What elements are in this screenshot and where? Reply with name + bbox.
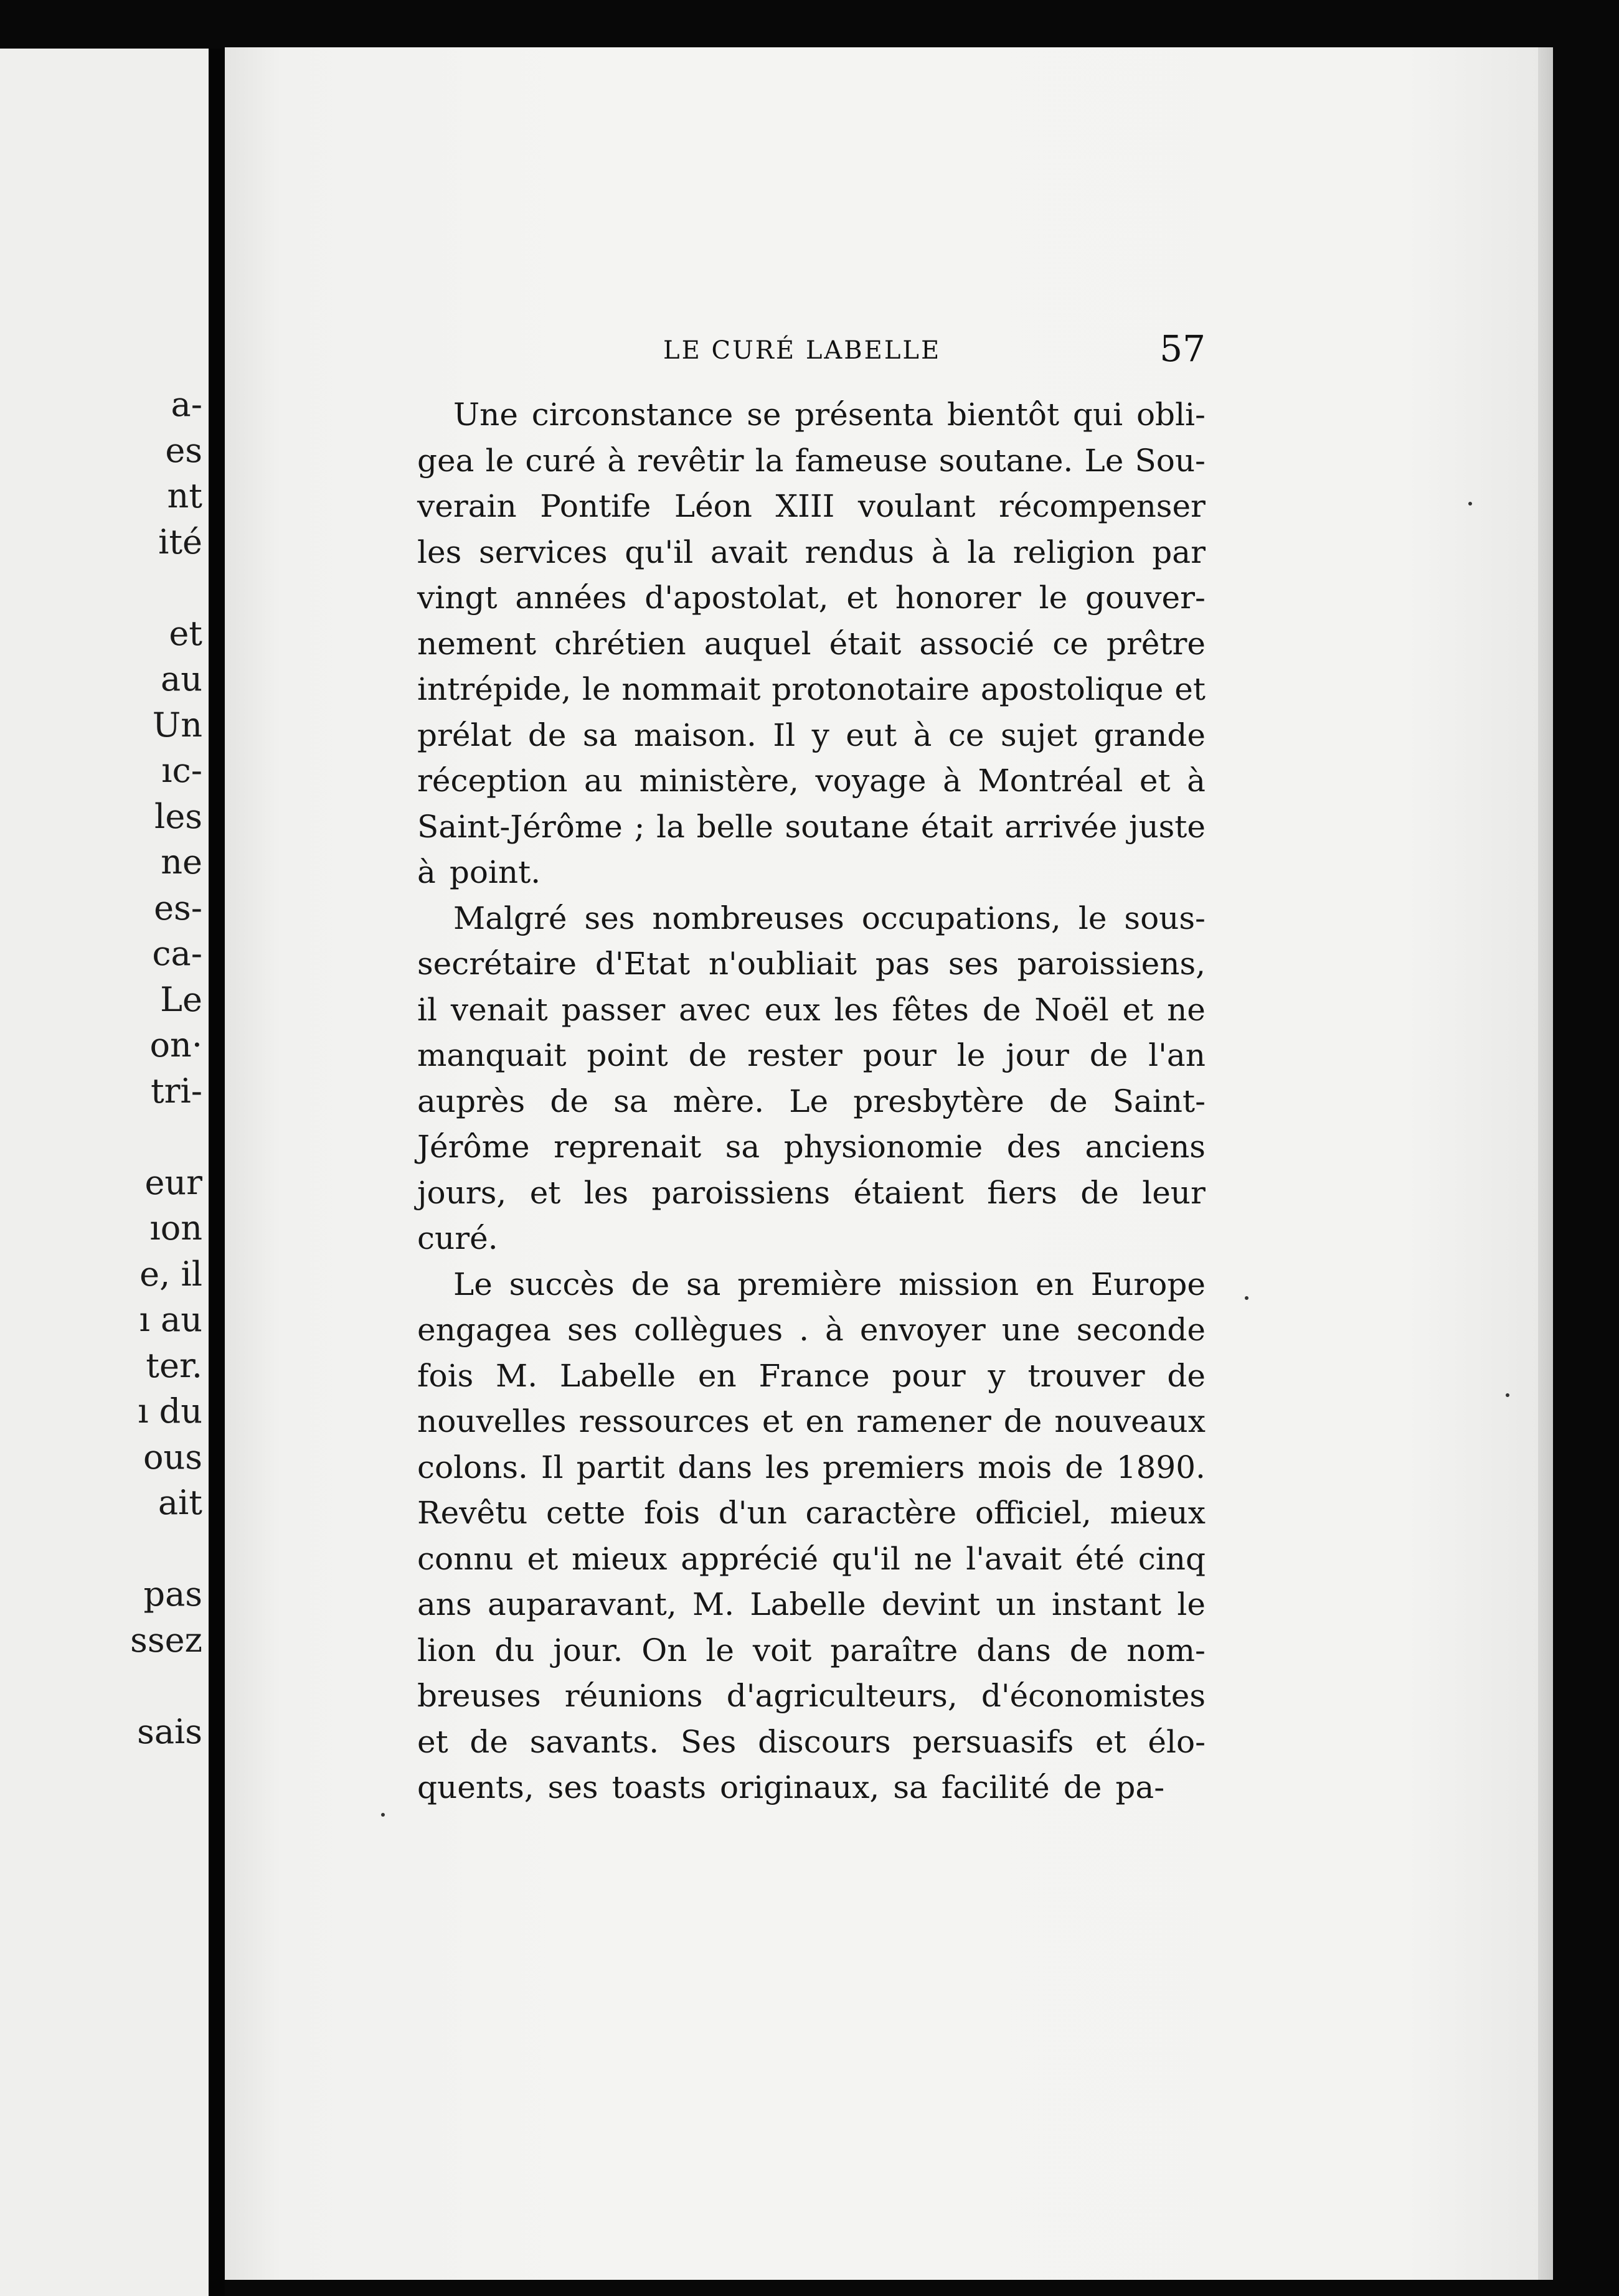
text-line: intrépide, le nommait protonotaire apostolique et: [417, 671, 1206, 707]
text-line: secrétaire d'Etat n'oubliait pas ses paroissiens,: [417, 946, 1206, 982]
page-number: 57: [1159, 327, 1206, 370]
text-line: prélat de sa maison. Il y eut à ce sujet grande: [417, 717, 1206, 753]
left-page-fragment: [0, 49, 209, 2296]
text-line: nouvelles ressources et en ramener de nouveaux: [417, 1403, 1206, 1439]
text-line: Saint-Jérôme ; la belle soutane était arrivée juste: [417, 808, 1206, 845]
left-page-text-fragment: pas: [143, 1574, 202, 1614]
text-line: manquait point de rester pour le jour de l'an: [417, 1037, 1206, 1073]
left-page-text-fragment: eur: [144, 1162, 202, 1202]
left-page-text-fragment: ait: [158, 1483, 202, 1522]
text-line: engagea ses collègues . à envoyer une seconde: [417, 1312, 1206, 1348]
left-page-text-fragment: ter.: [146, 1345, 202, 1385]
text-line: et de savants. Ses discours persuasifs et élo-: [417, 1723, 1206, 1760]
dust-speck: [1468, 502, 1472, 506]
left-page-text-fragment: ıon: [149, 1208, 202, 1248]
text-line: connu et mieux apprécié qu'il ne l'avait été cinq: [417, 1540, 1206, 1577]
running-title: LE CURÉ LABELLE: [663, 336, 942, 365]
body-text: [417, 392, 1206, 1811]
left-page-text-fragment: on·: [149, 1025, 202, 1065]
text-line: gea le curé à revêtir la fameuse soutane. Le Sou-: [417, 442, 1206, 479]
left-page-text-fragment: es-: [154, 888, 202, 928]
text-line: il venait passer avec eux les fêtes de Noël et ne: [417, 991, 1206, 1028]
text-line: colons. Il partit dans les premiers mois de 1890.: [417, 1449, 1206, 1485]
text-line: breuses réunions d'agriculteurs, d'économistes: [417, 1678, 1206, 1714]
dust-speck: [381, 1813, 385, 1817]
text-line: lion du jour. On le voit paraître dans de nom-: [417, 1632, 1206, 1668]
left-page-text-fragment: es: [165, 430, 202, 470]
left-page-text-fragment: a-: [171, 385, 202, 424]
text-line: Revêtu cette fois d'un caractère officiel, mieux: [417, 1495, 1206, 1531]
left-page-text-fragment: ca-: [152, 934, 202, 973]
text-line: à point.: [417, 854, 541, 890]
left-page-text-fragment: ssez: [130, 1620, 202, 1660]
text-line: Malgré ses nombreuses occupations, le sous-: [453, 900, 1206, 936]
left-page-text-fragment: au: [161, 659, 202, 699]
left-page-text-fragment: ı au: [139, 1300, 202, 1339]
text-line: réception au ministère, voyage à Montréal et à: [417, 763, 1206, 799]
left-page-text-fragment: Un: [152, 705, 202, 745]
text-line: fois M. Labelle en France pour y trouver de: [417, 1357, 1206, 1394]
text-line: Jérôme reprenait sa physionomie des anciens: [417, 1129, 1206, 1165]
left-page-text-fragment: ne: [161, 842, 202, 882]
left-page-text-fragment: et: [169, 613, 202, 653]
left-page-text-fragment: nt: [167, 476, 202, 515]
text-line: nement chrétien auquel était associé ce prêtre: [417, 625, 1206, 662]
text-line: verain Pontife Léon XIII voulant récompenser: [417, 488, 1206, 524]
dust-speck: [1506, 1393, 1509, 1397]
left-page-text-fragment: ous: [143, 1437, 202, 1477]
dust-speck: [1245, 1296, 1248, 1300]
text-line: jours, et les paroissiens étaient fiers de leur: [417, 1174, 1206, 1211]
text-line: vingt années d'apostolat, et honorer le gouver-: [417, 580, 1206, 616]
left-page-text-fragment: ıc-: [161, 751, 202, 790]
left-page-text-fragment: e, il: [139, 1254, 202, 1294]
text-line: quents, ses toasts originaux, sa facilité de pa-: [417, 1769, 1165, 1805]
text-line: curé.: [417, 1220, 498, 1256]
text-line: Une circonstance se présenta bientôt qui obli-: [453, 397, 1206, 433]
left-page-text-fragment: Le: [160, 979, 202, 1019]
text-line: ans auparavant, M. Labelle devint un instant le: [417, 1586, 1206, 1622]
left-page-text-fragment: les: [154, 796, 202, 836]
left-page-text-fragment: ı du: [138, 1391, 202, 1431]
running-head: [436, 327, 1206, 371]
left-page-text-fragment: sais: [137, 1711, 202, 1751]
page-edge: [1538, 47, 1553, 2280]
page-gutter: [209, 49, 225, 2296]
left-page-text-fragment: ité: [158, 522, 202, 562]
text-line: auprès de sa mère. Le presbytère de Saint-: [417, 1083, 1206, 1119]
text-line: Le succès de sa première mission en Europe: [453, 1266, 1206, 1302]
left-page-text-fragment: tri-: [150, 1071, 202, 1111]
text-line: les services qu'il avait rendus à la religion par: [417, 534, 1206, 570]
